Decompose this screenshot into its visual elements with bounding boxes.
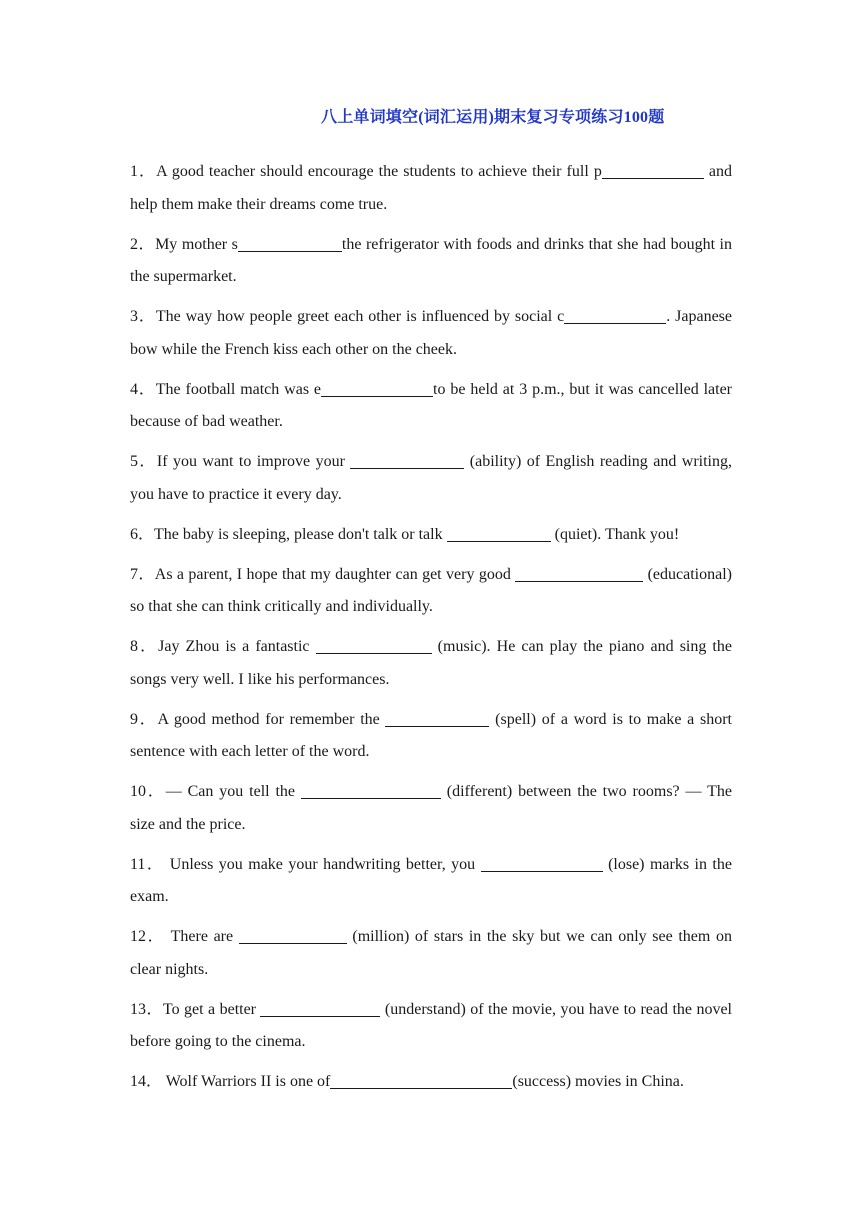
answer-blank[interactable] xyxy=(260,998,380,1017)
question-text-before: The football match was e xyxy=(155,380,322,398)
question-text-before: — Can you tell the xyxy=(165,783,301,800)
question-text-after: (different) between the two rooms? — The size and the price. xyxy=(130,783,732,833)
question-text-before: As a parent, I hope that my daughter can get very good xyxy=(154,565,516,583)
question-item xyxy=(130,156,732,221)
question-text-after: (spell) of a word is to make a short sentence with each letter of the word. xyxy=(130,710,732,760)
question-item xyxy=(130,374,732,439)
question-number: 7． xyxy=(130,565,155,583)
question-number: 13． xyxy=(130,1000,163,1018)
question-number: 14． xyxy=(130,1073,163,1090)
answer-blank[interactable] xyxy=(385,708,489,727)
question-text-before: If you want to improve your xyxy=(156,453,351,470)
question-text-after: to be held at 3 p.m., but it was cancelled later because of bad weather. xyxy=(130,380,733,430)
question-text-after: . Japanese bow while the French kiss each other on the cheek. xyxy=(130,308,732,358)
question-text-after: (educational) so that she can think critically and individually. xyxy=(130,565,732,615)
question-item xyxy=(130,994,732,1059)
question-text-before: Wolf Warriors II is one of xyxy=(162,1073,331,1090)
question-text-after: the refrigerator with foods and drinks that she had bought in the supermarket. xyxy=(130,235,732,285)
question-text-before: There are xyxy=(165,928,239,945)
question-item xyxy=(130,921,732,986)
answer-blank[interactable] xyxy=(602,160,704,179)
question-item xyxy=(130,229,732,294)
question-item xyxy=(130,1066,732,1099)
question-number: 8． xyxy=(130,638,159,655)
question-text-before: A good teacher should encourage the students to achieve their full p xyxy=(156,163,602,180)
answer-blank[interactable] xyxy=(350,450,464,469)
question-item xyxy=(130,849,732,914)
question-text-before: Jay Zhou is a fantastic xyxy=(158,638,316,655)
answer-blank[interactable] xyxy=(515,563,643,582)
question-item xyxy=(130,301,732,366)
question-text-before: The baby is sleeping, please don't talk or talk xyxy=(154,525,447,543)
question-number: 2． xyxy=(130,235,156,253)
question-number: 12． xyxy=(130,928,166,945)
answer-blank[interactable] xyxy=(238,233,342,252)
question-item xyxy=(130,559,732,624)
answer-blank[interactable] xyxy=(481,853,603,872)
question-number: 5． xyxy=(130,453,157,470)
question-number: 3． xyxy=(130,308,156,325)
question-number: 1． xyxy=(130,163,157,180)
question-number: 4． xyxy=(130,380,156,398)
question-text-after: (music). He can play the piano and sing the songs very well. I like his performances. xyxy=(130,638,732,688)
page-title: 八上单词填空(词汇运用)期末复习专项练习100题 xyxy=(321,109,665,126)
answer-blank[interactable] xyxy=(447,523,551,542)
question-item xyxy=(130,704,732,769)
question-text-after: (success) movies in China. xyxy=(512,1073,684,1090)
question-item xyxy=(130,519,732,552)
question-item xyxy=(130,776,732,841)
question-text-before: A good method for remember the xyxy=(157,710,386,728)
answer-blank[interactable] xyxy=(301,780,441,799)
question-text-before: Unless you make your handwriting better, you xyxy=(164,855,481,873)
question-text-after: (understand) of the movie, you have to read the novel before going to the cinema. xyxy=(130,1000,732,1050)
question-text-before: The way how people greet each other is influenced by social c xyxy=(155,308,565,325)
question-text-after: (lose) marks in the exam. xyxy=(130,855,732,905)
answer-blank[interactable] xyxy=(316,635,432,654)
question-item xyxy=(130,446,732,511)
question-text-after: (million) of stars in the sky but we can only see them on clear nights. xyxy=(130,928,732,978)
question-text-after: and help them make their dreams come true. xyxy=(130,163,732,213)
answer-blank[interactable] xyxy=(330,1070,512,1089)
question-text-before: To get a better xyxy=(162,1000,261,1018)
question-item xyxy=(130,631,732,696)
answer-blank[interactable] xyxy=(239,925,347,944)
answer-blank[interactable] xyxy=(321,378,433,397)
question-text-before: My mother s xyxy=(155,235,238,253)
question-number: 9． xyxy=(130,710,158,728)
question-list xyxy=(130,156,732,1106)
question-number: 10． xyxy=(130,783,166,800)
question-number: 11． xyxy=(130,855,165,873)
answer-blank[interactable] xyxy=(564,305,666,324)
question-text-after: (ability) of English reading and writing, you have to practice it every day. xyxy=(130,453,732,503)
question-text-after: (quiet). Thank you! xyxy=(550,525,680,543)
question-number: 6． xyxy=(130,525,155,543)
